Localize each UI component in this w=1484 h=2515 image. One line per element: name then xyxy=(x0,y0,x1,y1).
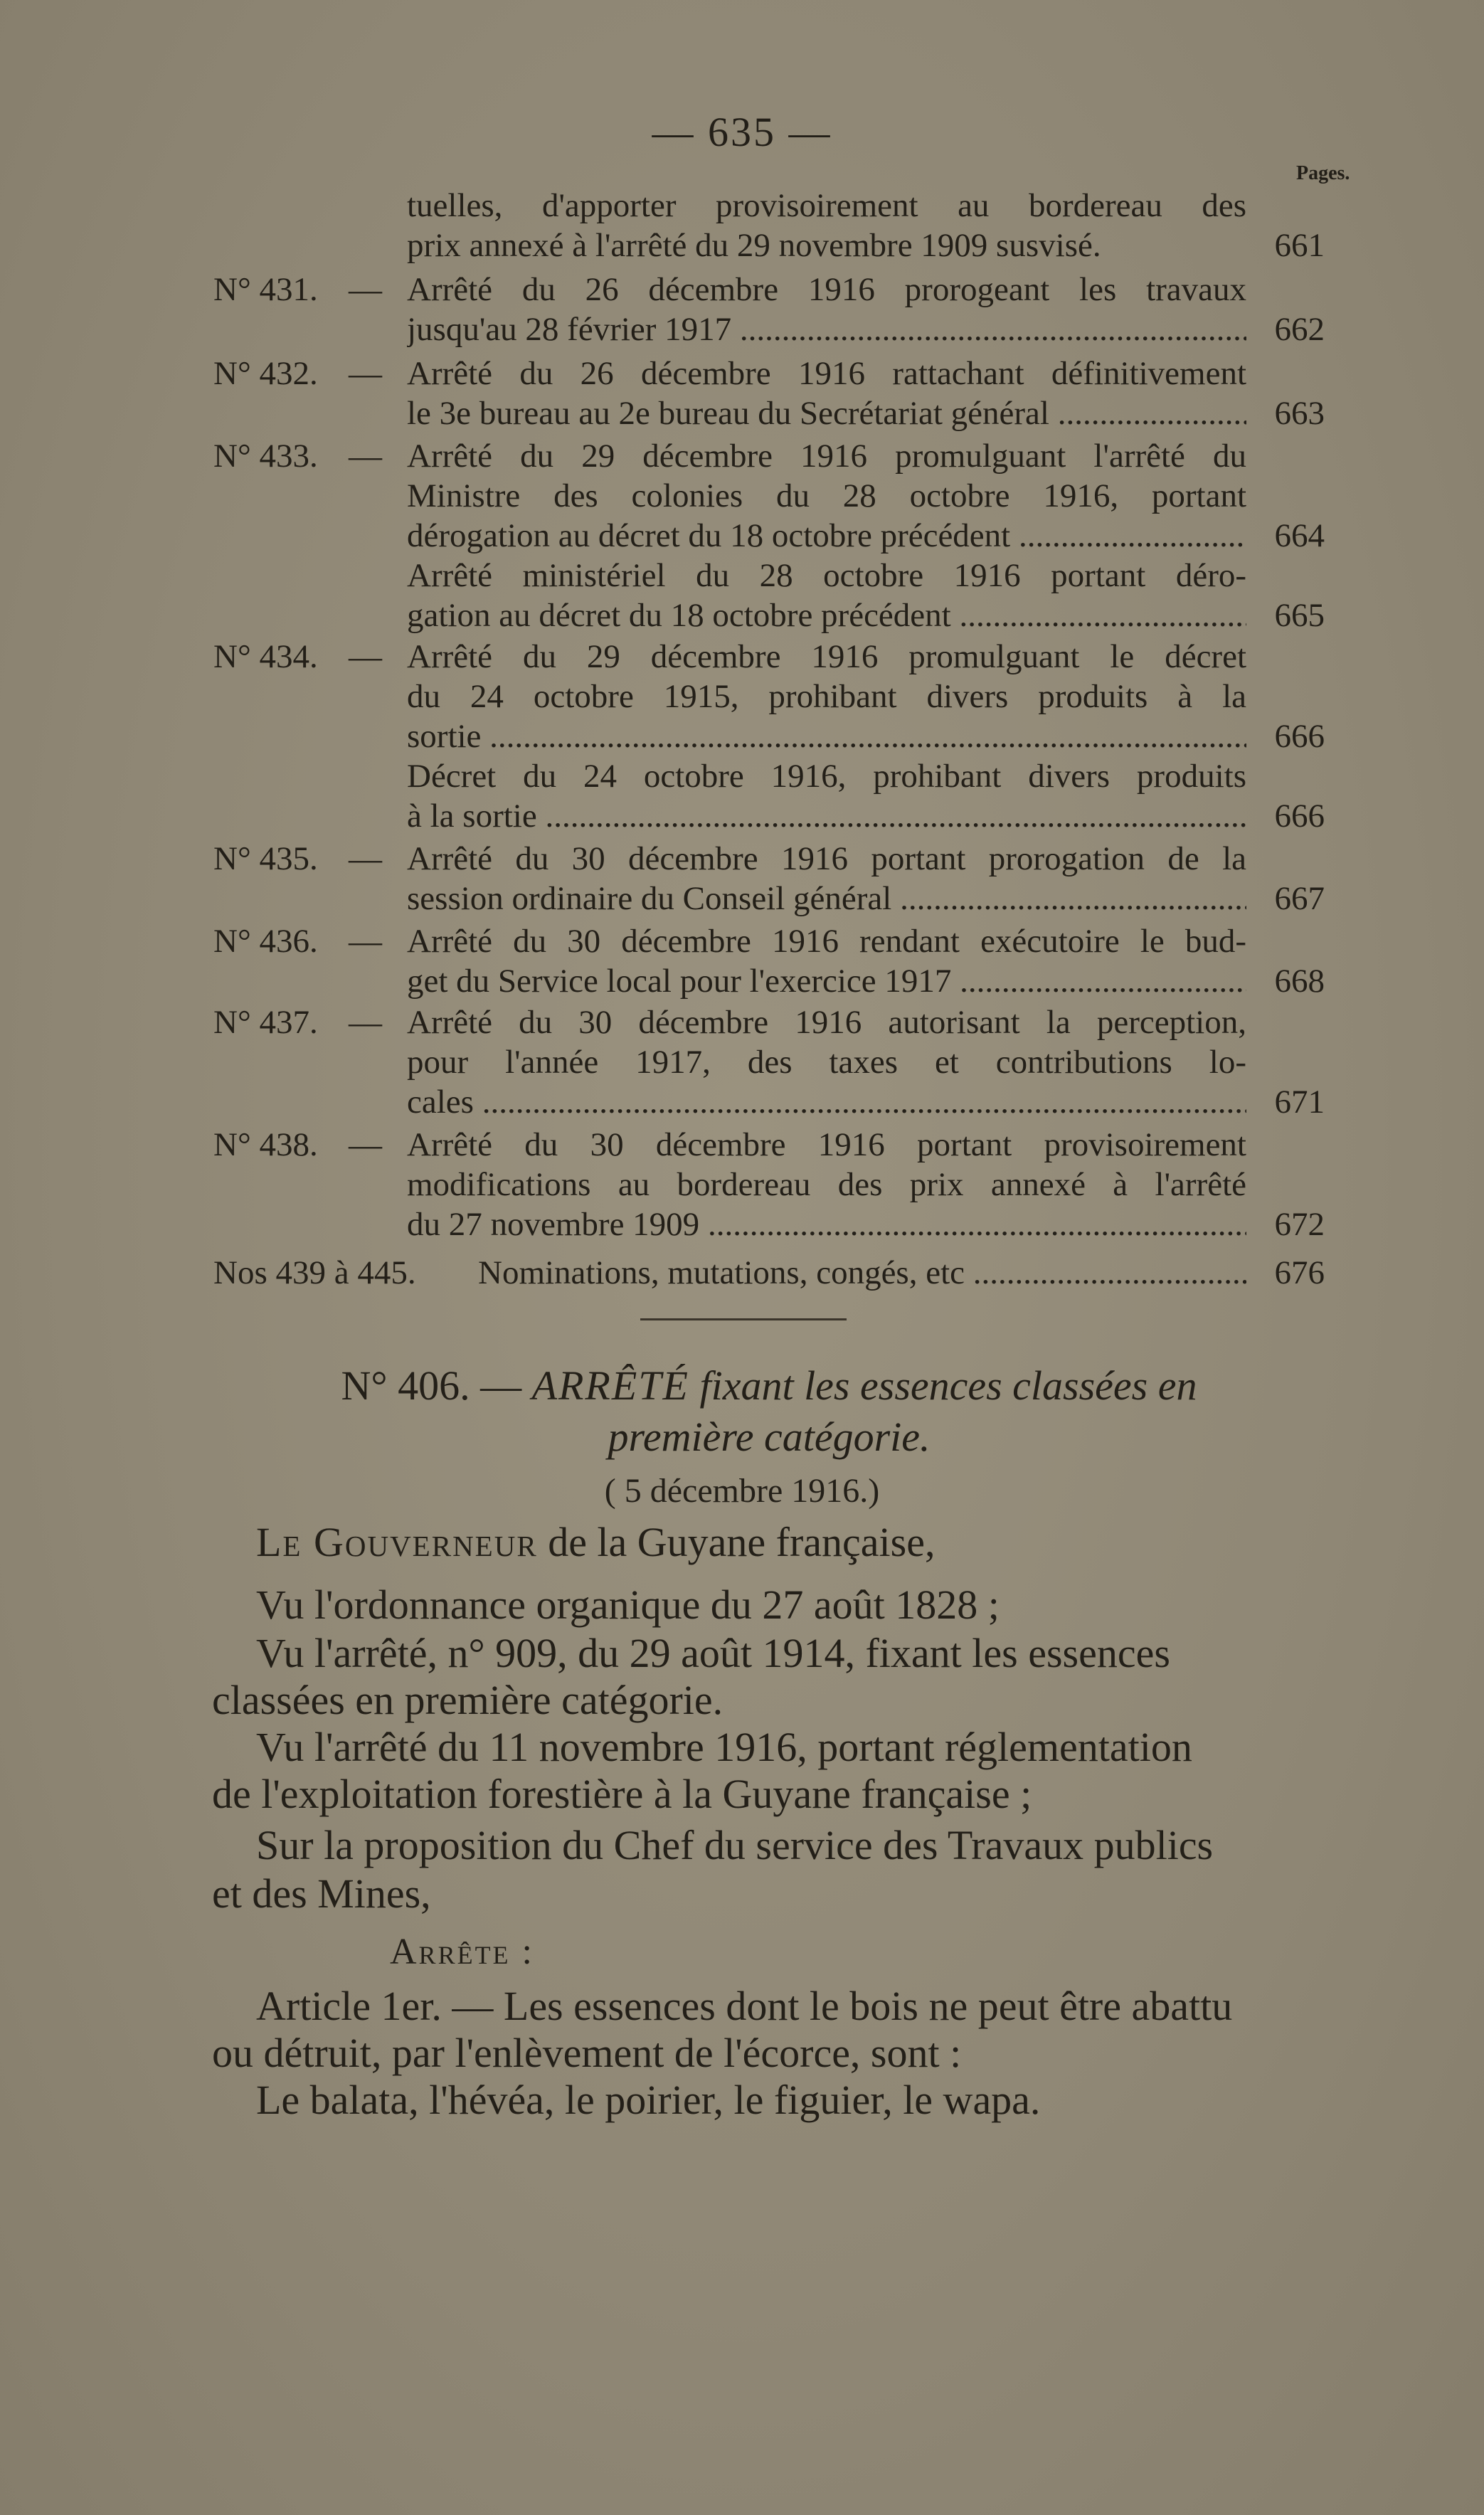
toc-dash: — xyxy=(349,638,382,675)
toc-line-text: Décret du 24 octobre 1916, prohibant divers produits xyxy=(407,758,1246,795)
toc-page-ref: 661 xyxy=(1274,227,1325,264)
pages-column-label: Pages. xyxy=(1296,162,1350,184)
arrete-label: Arrête : xyxy=(390,1932,534,1972)
decree-subject-2: première catégorie. xyxy=(608,1414,931,1460)
toc-line-text: Arrêté du 26 décembre 1916 prorogeant les travaux xyxy=(407,271,1246,308)
toc-line-text: du 27 novembre 1909 ..... xyxy=(407,1205,1246,1244)
toc-page-ref: 666 xyxy=(1274,718,1325,755)
toc-page-ref: 663 xyxy=(1274,395,1325,432)
toc-entry-number: N° 435. xyxy=(213,840,318,877)
toc-line-text: pour l'année 1917, des taxes et contributions lo- xyxy=(407,1044,1246,1081)
toc-line-text: cales ..... xyxy=(407,1083,1246,1121)
toc-entry-number: Nos 439 à 445. xyxy=(213,1254,416,1291)
visa-line: Vu l'ordonnance organique du 27 août 1828 ; xyxy=(256,1582,1000,1628)
toc-entry xyxy=(213,437,1325,636)
toc-entry xyxy=(213,270,1325,350)
visa-line: de l'exploitation forestière à la Guyane française ; xyxy=(212,1771,1032,1817)
toc-line-text: Ministre des colonies du 28 octobre 1916, portant xyxy=(407,477,1246,514)
toc-page-ref: 672 xyxy=(1274,1206,1325,1243)
article-line: Article 1er. — Les essences dont le bois ne peut être abattu xyxy=(256,1983,1233,2029)
visa-line: Vu l'arrêté, n° 909, du 29 août 1914, fixant les essences xyxy=(256,1630,1170,1676)
toc-entry xyxy=(213,840,1325,919)
toc-entry-number: N° 431. xyxy=(213,271,318,308)
toc-line xyxy=(213,226,1325,266)
toc-dash: — xyxy=(349,1004,382,1041)
toc-line-text: jusqu'au 28 février 1917 ..... xyxy=(407,310,1246,349)
toc-entry-number: N° 433. xyxy=(213,438,318,475)
toc-dash: — xyxy=(349,1126,382,1163)
toc-dash: — xyxy=(349,438,382,475)
governor-territory: de la Guyane française, xyxy=(548,1519,936,1565)
toc-entry xyxy=(213,1254,1325,1293)
toc-line xyxy=(213,186,1325,226)
governor-line xyxy=(256,1518,935,1566)
toc-entry-number: N° 434. xyxy=(213,638,318,675)
decree-arrete-word: ARRÊTÉ xyxy=(531,1362,689,1409)
section-separator xyxy=(640,1318,847,1320)
toc-line-text: Arrêté du 30 décembre 1916 portant provisoirement xyxy=(407,1126,1246,1163)
toc-entry xyxy=(213,1003,1325,1123)
decree-subject-1: fixant les essences classées en xyxy=(699,1362,1197,1409)
decree-number: N° 406. — xyxy=(341,1362,522,1409)
toc-line-text: Arrêté du 30 décembre 1916 autorisant la perception, xyxy=(407,1004,1246,1041)
toc-line-text: du 24 octobre 1915, prohibant divers produits à la xyxy=(407,678,1246,715)
toc-line-text: Arrêté du 29 décembre 1916 promulguant l'arrêté du xyxy=(407,438,1246,475)
toc-dash: — xyxy=(349,840,382,877)
page-number: — 635 — xyxy=(652,109,832,155)
toc-line-text: modifications au bordereau des prix annexé à l'arrêté xyxy=(407,1166,1246,1203)
toc-page-ref: 664 xyxy=(1274,517,1325,554)
toc-entry xyxy=(213,922,1325,1002)
toc-line-text: dérogation au décret du 18 octobre précédent ..... xyxy=(407,517,1246,555)
toc-line-text: Arrêté du 29 décembre 1916 promulguant le décret xyxy=(407,638,1246,675)
toc-continuation xyxy=(213,186,1325,266)
toc-entry xyxy=(213,354,1325,434)
toc-entry-number: N° 436. xyxy=(213,923,318,960)
toc-page-ref: 668 xyxy=(1274,963,1325,1000)
toc-page-ref: 662 xyxy=(1274,311,1325,348)
visa-line: Vu l'arrêté du 11 novembre 1916, portant réglementation xyxy=(256,1724,1192,1770)
decree-date: ( 5 décembre 1916.) xyxy=(604,1472,880,1510)
toc-line-text: tuelles, d'apporter provisoirement au bordereau des xyxy=(407,187,1246,224)
toc-line-text: prix annexé à l'arrêté du 29 novembre 1909 susvisé. xyxy=(407,227,1101,264)
toc-entry xyxy=(213,637,1325,837)
toc-entry-number: N° 432. xyxy=(213,355,318,392)
visa-line: et des Mines, xyxy=(212,1870,431,1917)
governor-title: Le Gouverneur xyxy=(256,1519,538,1565)
toc-line-text: le 3e bureau au 2e bureau du Secrétariat général ..... xyxy=(407,394,1246,433)
toc-page-ref: 665 xyxy=(1274,597,1325,634)
toc-dash: — xyxy=(349,355,382,392)
toc-line-text: Nominations, mutations, congés, etc ..... xyxy=(478,1254,1246,1292)
toc-entry xyxy=(213,1126,1325,1245)
article-line: Le balata, l'hévéa, le poirier, le figuier, le wapa. xyxy=(256,2077,1041,2123)
toc-page-ref: 671 xyxy=(1274,1084,1325,1121)
toc-line-text: gation au décret du 18 octobre précédent ..... xyxy=(407,596,1246,635)
visa-line: Sur la proposition du Chef du service des Travaux publics xyxy=(256,1822,1214,1868)
visa-line: classées en première catégorie. xyxy=(212,1677,724,1723)
toc-page-ref: 667 xyxy=(1274,880,1325,917)
toc-line-text: get du Service local pour l'exercice 1917 ..... xyxy=(407,962,1246,1000)
toc-page-ref: 676 xyxy=(1274,1254,1325,1291)
article-line: ou détruit, par l'enlèvement de l'écorce, sont : xyxy=(212,2030,962,2076)
toc-page-ref: 666 xyxy=(1274,798,1325,835)
decree-title xyxy=(213,1360,1325,1463)
toc-line-text: session ordinaire du Conseil général ..... xyxy=(407,879,1246,918)
toc-dash: — xyxy=(349,271,382,308)
toc-entry-number: N° 437. xyxy=(213,1004,318,1041)
toc-line-text: Arrêté ministériel du 28 octobre 1916 portant déro- xyxy=(407,557,1246,594)
toc-line-text: à la sortie ..... xyxy=(407,797,1246,835)
toc-entry-number: N° 438. xyxy=(213,1126,318,1163)
toc-line-text: sortie ..... xyxy=(407,717,1246,756)
toc-dash: — xyxy=(349,923,382,960)
toc-line-text: Arrêté du 26 décembre 1916 rattachant définitivement xyxy=(407,355,1246,392)
toc-line-text: Arrêté du 30 décembre 1916 portant prorogation de la xyxy=(407,840,1246,877)
toc-line-text: Arrêté du 30 décembre 1916 rendant exécutoire le bud- xyxy=(407,923,1246,960)
